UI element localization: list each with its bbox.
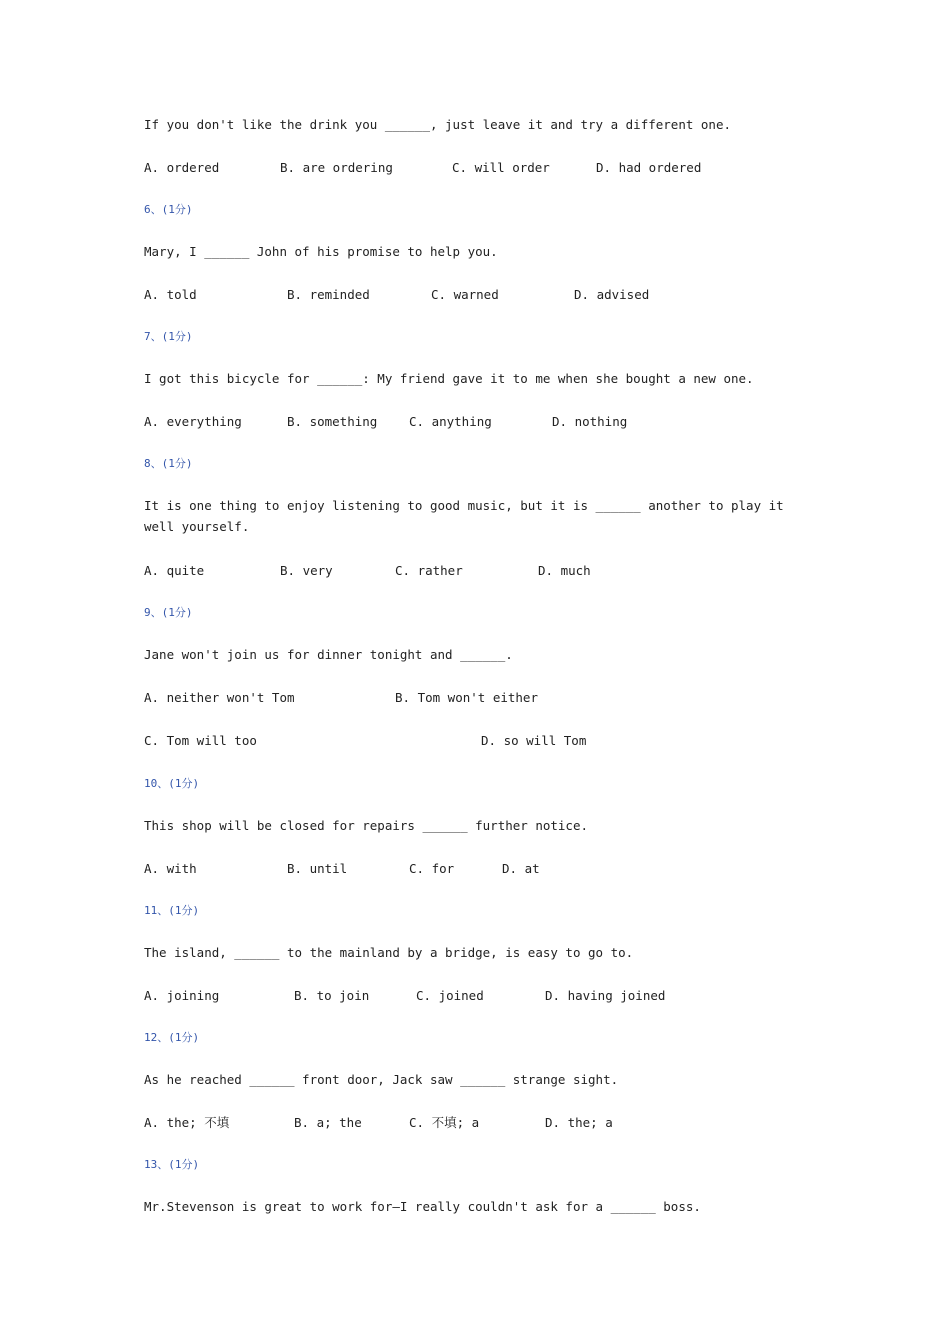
question-5-option-c: C. will order (452, 160, 550, 175)
question-10-option-c: C. for (409, 861, 455, 876)
question-11-option-b: B. to join (294, 988, 370, 1003)
question-12-option-c: C. 不填; a (409, 1115, 480, 1130)
question-7-header: 7、(1分) (144, 330, 193, 343)
question-6-option-d: D. advised (574, 287, 650, 302)
question-7-option-b: B. something (287, 414, 378, 429)
question-11-option-c: C. joined (416, 988, 484, 1003)
question-5-option-d: D. had ordered (596, 160, 702, 175)
question-8-option-b: B. very (280, 563, 333, 578)
question-6-option-b: B. reminded (287, 287, 370, 302)
question-9-stem: Jane won't join us for dinner tonight and ______. (144, 647, 513, 662)
question-10-option-a: A. with (144, 861, 197, 876)
question-11-header: 11、(1分) (144, 904, 200, 917)
question-10-header: 10、(1分) (144, 777, 200, 790)
question-8-header: 8、(1分) (144, 457, 193, 470)
question-6-option-a: A. told (144, 287, 197, 302)
question-7-option-d: D. nothing (552, 414, 628, 429)
question-9-option-b: B. Tom won't either (395, 690, 538, 705)
question-12-option-a: A. the; 不填 (144, 1115, 230, 1130)
question-8-option-a: A. quite (144, 563, 205, 578)
question-11-option-a: A. joining (144, 988, 220, 1003)
question-9-header: 9、(1分) (144, 606, 193, 619)
question-10-option-b: B. until (287, 861, 348, 876)
question-13-header: 13、(1分) (144, 1158, 200, 1171)
question-12-option-b: B. a; the (294, 1115, 362, 1130)
question-8-option-c: C. rather (395, 563, 463, 578)
question-6-option-c: C. warned (431, 287, 499, 302)
question-10-option-d: D. at (502, 861, 540, 876)
question-10-stem: This shop will be closed for repairs ______ further notice. (144, 818, 589, 833)
question-12-option-d: D. the; a (545, 1115, 613, 1130)
question-9-option-d: D. so will Tom (481, 733, 587, 748)
question-11-option-d: D. having joined (545, 988, 666, 1003)
question-11-stem: The island, ______ to the mainland by a bridge, is easy to go to. (144, 945, 634, 960)
question-5-option-a: A. ordered (144, 160, 220, 175)
question-8-option-d: D. much (538, 563, 591, 578)
question-8-stem: It is one thing to enjoy listening to good music, but it is ______ another to play it well yourself. (144, 498, 784, 534)
question-6-header: 6、(1分) (144, 203, 193, 216)
question-13-stem: Mr.Stevenson is great to work for—I really couldn't ask for a ______ boss. (144, 1199, 701, 1214)
question-9-option-c: C. Tom will too (144, 733, 257, 748)
question-12-stem: As he reached ______ front door, Jack saw ______ strange sight. (144, 1072, 619, 1087)
question-7-stem: I got this bicycle for ______: My friend gave it to me when she bought a new one. (144, 371, 754, 386)
question-12-header: 12、(1分) (144, 1031, 200, 1044)
question-5-stem: If you don't like the drink you ______, just leave it and try a different one. (144, 117, 731, 132)
question-7-option-c: C. anything (409, 414, 492, 429)
question-9-option-a: A. neither won't Tom (144, 690, 295, 705)
question-5-option-b: B. are ordering (280, 160, 393, 175)
question-7-option-a: A. everything (144, 414, 242, 429)
question-6-stem: Mary, I ______ John of his promise to help you. (144, 244, 498, 259)
